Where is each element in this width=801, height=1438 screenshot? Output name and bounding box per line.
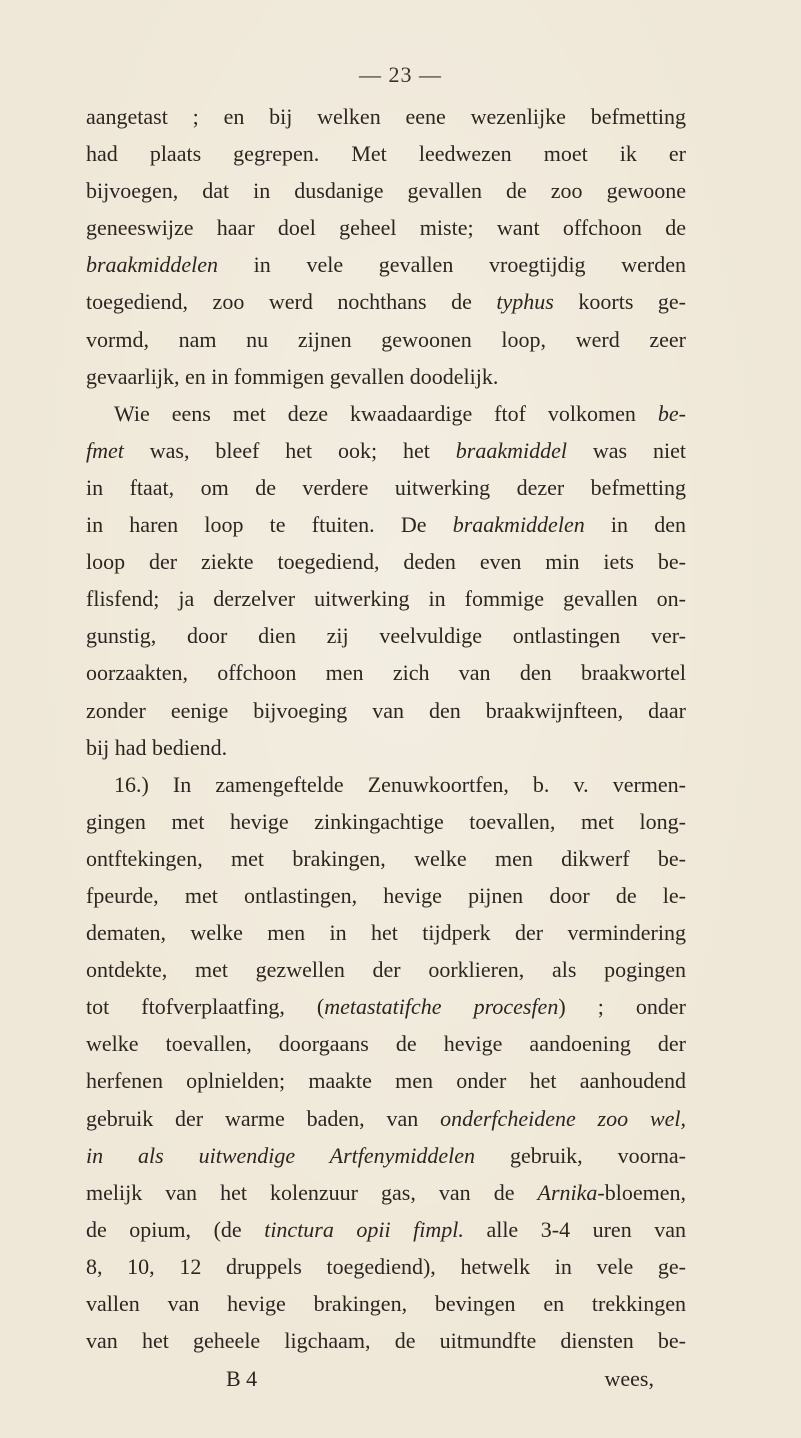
text-segment: in ftaat, om de verdere uitwerking dezer befmetting — [86, 474, 686, 500]
catchword: wees, — [604, 1366, 654, 1391]
text-line — [86, 98, 686, 135]
text-segment: gevaarlijk, en in fommigen gevallen doodelijk. — [86, 363, 499, 389]
text-line — [86, 172, 686, 209]
text-segment: was niet — [567, 437, 686, 463]
text-segment: loop der ziekte toegediend, deden even min iets be- — [86, 549, 686, 575]
text-line — [86, 803, 686, 840]
text-line — [86, 1211, 686, 1248]
text-segment: herfenen oplnielden; maakte men onder het aanhoudend — [86, 1068, 686, 1094]
text-segment: Wie eens met deze kwaadaardige ftof volkomen — [114, 400, 658, 426]
text-segment: gunstig, door dien zij veelvuldige ontlastingen ver- — [86, 623, 686, 649]
text-line — [86, 358, 686, 395]
italic-text: braakmiddelen — [452, 512, 585, 538]
text-line — [86, 543, 686, 580]
body-text — [86, 98, 686, 1359]
text-segment: bijvoegen, dat in dusdanige gevallen de zoo gewoone — [86, 178, 686, 204]
text-segment: zonder eenige bijvoeging van den braakwijnfteen, daar — [86, 697, 686, 723]
text-line — [86, 283, 686, 320]
text-segment: -bloemen, — [597, 1179, 686, 1205]
text-line — [86, 395, 686, 432]
italic-text: tinctura opii fimpl. — [264, 1216, 464, 1242]
text-segment: ontdekte, met gezwellen der oorklieren, als pogingen — [86, 957, 686, 983]
text-segment: geneeswijze haar doel geheel miste; want offchoon de — [86, 215, 686, 241]
text-line — [86, 1285, 686, 1322]
text-line — [86, 654, 686, 691]
italic-text: be- — [657, 400, 686, 426]
text-segment: oorzaakten, offchoon men zich van den braakwortel — [86, 660, 686, 686]
text-segment: alle 3-4 uren van — [463, 1216, 686, 1242]
text-segment: gebruik, voorna- — [475, 1142, 686, 1168]
text-segment: 16.) In zamengeftelde Zenuwkoortfen, b. v. vermen- — [114, 771, 686, 797]
text-segment: fpeurde, met ontlastingen, hevige pijnen door de le- — [86, 882, 686, 908]
text-line — [86, 246, 686, 283]
page-number-header: — 23 — — [359, 62, 442, 87]
text-segment: melijk van het kolenzuur gas, van de — [86, 1179, 538, 1205]
text-line — [86, 914, 686, 951]
text-segment: dematen, welke men in het tijdperk der vermindering — [86, 920, 686, 946]
text-line — [86, 135, 686, 172]
italic-text: metastatifche procesfen — [324, 994, 559, 1020]
text-segment: koorts ge- — [553, 289, 686, 315]
text-segment: welke toevallen, doorgaans de hevige aandoening der — [86, 1031, 686, 1057]
italic-text: braakmiddelen — [86, 252, 218, 278]
text-segment: van het geheele ligchaam, de uitmundfte diensten be- — [86, 1328, 686, 1354]
text-line — [86, 1137, 686, 1174]
italic-text: Arnika — [537, 1179, 598, 1205]
text-segment: in haren loop te ftuiten. De — [86, 512, 453, 538]
text-segment: ) ; onder — [558, 994, 686, 1020]
text-line — [86, 988, 686, 1025]
text-line — [86, 1062, 686, 1099]
text-line — [86, 766, 686, 803]
text-line — [86, 506, 686, 543]
text-line — [86, 877, 686, 914]
text-segment: de opium, (de — [86, 1216, 265, 1242]
text-segment: vallen van hevige brakingen, bevingen en trekkingen — [86, 1291, 686, 1316]
text-line — [86, 209, 686, 246]
text-line — [86, 580, 686, 617]
text-segment: in vele gevallen vroegtijdig werden — [217, 252, 686, 278]
page-footer — [86, 1366, 686, 1400]
text-segment: had plaats gegrepen. Met leedwezen moet ik er — [86, 141, 686, 167]
text-line — [86, 469, 686, 506]
text-segment: ontftekingen, met brakingen, welke men dikwerf be- — [86, 845, 686, 871]
text-segment: vormd, nam nu zijnen gewoonen loop, werd zeer — [86, 326, 686, 352]
text-segment: toegediend, zoo werd nochthans de — [86, 289, 497, 315]
text-segment: tot ftofverplaatfing, ( — [86, 994, 325, 1020]
text-line — [86, 1248, 686, 1285]
text-segment: flisfend; ja derzelver uitwerking in fommige gevallen on- — [86, 586, 686, 612]
text-line — [86, 1100, 686, 1137]
italic-text: braakmiddel — [455, 437, 567, 463]
text-segment: aangetast ; en bij welken eene wezenlijke befmetting — [86, 104, 686, 129]
text-segment: 8, 10, 12 druppels toegediend), hetwelk in vele ge- — [86, 1253, 686, 1279]
text-line — [86, 692, 686, 729]
text-line — [86, 1174, 686, 1211]
text-segment: gebruik der warme baden, van — [86, 1105, 441, 1131]
text-line — [86, 729, 686, 766]
italic-text: fmet — [86, 437, 124, 463]
text-line — [86, 432, 686, 469]
text-segment: was, bleef het ook; het — [123, 437, 456, 463]
text-line — [86, 1025, 686, 1062]
text-line — [86, 617, 686, 654]
text-segment: bij had bediend. — [86, 734, 228, 760]
text-line — [86, 951, 686, 988]
text-segment: gingen met hevige zinkingachtige toevallen, met long- — [86, 808, 686, 834]
text-line — [86, 1322, 686, 1359]
text-line — [86, 321, 686, 358]
italic-text: onderfcheidene zoo wel, — [440, 1105, 686, 1131]
italic-text: typhus — [496, 289, 554, 315]
text-line — [86, 840, 686, 877]
text-segment: in den — [584, 512, 686, 538]
signature-mark: B 4 — [226, 1366, 258, 1391]
italic-text: in als uitwendige Artfenymiddelen — [86, 1142, 476, 1168]
